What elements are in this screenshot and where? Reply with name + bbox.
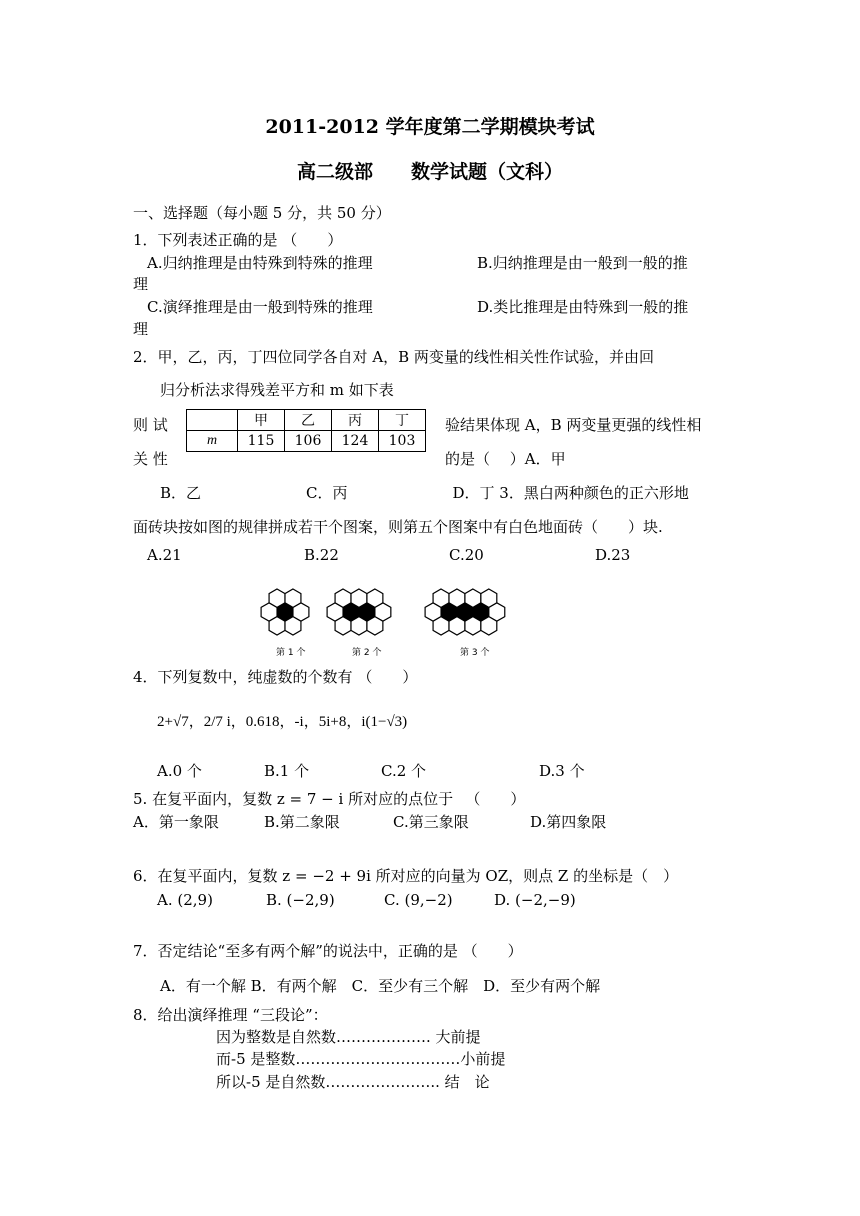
white-tile <box>269 589 285 607</box>
q2-options-line: B．乙 C．丙 D．丁 3．黑白两种颜色的正六形地 <box>160 484 689 502</box>
q1-option-d: D.类比推理是由特殊到一般的推 <box>477 298 689 316</box>
q1-stem: 1．下列表述正确的是 （ ） <box>133 231 343 249</box>
fig-label-3: 第 3 个 <box>460 648 490 658</box>
white-tile <box>449 617 465 635</box>
table-cell: 丙 <box>332 410 379 431</box>
q2-right2: 的是（ ）A．甲 <box>445 450 566 468</box>
q1-option-b: B.归纳推理是由一般到一般的推 <box>477 254 688 272</box>
q2-line1: 2．甲，乙，丙，丁四位同学各自对 A，B 两变量的线性相关性作试验，并由回 <box>133 348 654 366</box>
white-tile <box>433 617 449 635</box>
q5-option-a: A．第一象限 <box>133 813 219 831</box>
residual-table <box>186 409 426 452</box>
q3-option-b: B.22 <box>304 546 339 564</box>
q2-right1: 验结果体现 A，B 两变量更强的线性相 <box>445 416 702 434</box>
q5-option-d: D.第四象限 <box>530 813 607 831</box>
white-tile <box>481 589 497 607</box>
q3-option-d: D.23 <box>595 546 631 564</box>
q4-option-c: C.2 个 <box>381 762 427 780</box>
white-tile <box>269 617 285 635</box>
q2-line2: 归分析法求得残差平方和 m 如下表 <box>160 381 394 399</box>
q4-option-d: D.3 个 <box>539 762 585 780</box>
q5-option-b: B.第二象限 <box>264 813 340 831</box>
q7-stem: 7．否定结论“至多有两个解”的说法中，正确的是 （ ） <box>133 942 523 960</box>
table-cell: 106 <box>285 431 332 452</box>
white-tile <box>285 617 301 635</box>
table-cell: 乙 <box>285 410 332 431</box>
table-cell: 115 <box>238 431 285 452</box>
q6-option-c: C. (9,−2) <box>384 891 453 909</box>
q8-stem: 8．给出演绎推理 “三段论”： <box>133 1006 328 1024</box>
white-tile <box>351 589 367 607</box>
q2-left1: 则 试 <box>133 416 168 434</box>
q7-options: A．有一个解 B．有两个解 C．至少有三个解 D．至少有两个解 <box>160 977 601 995</box>
table-cell: 124 <box>332 431 379 452</box>
q5-stem: 5. 在复平面内，复数 z = 7 − i 所对应的点位于 （ ） <box>133 790 526 808</box>
table-cell: 103 <box>379 431 426 452</box>
white-tile <box>335 589 351 607</box>
q3-option-c: C.20 <box>449 546 484 564</box>
q3-option-a: A.21 <box>147 546 182 564</box>
fig-label-1: 第 1 个 <box>276 648 306 658</box>
q2-left2: 关 性 <box>133 450 168 468</box>
table-cell: 甲 <box>238 410 285 431</box>
q6-stem: 6．在复平面内，复数 z = −2 + 9i 所对应的向量为 OZ，则点 Z 的坐标是（ ） <box>133 867 679 885</box>
fig-label-2: 第 2 个 <box>352 648 382 658</box>
q4-option-a: A.0 个 <box>157 762 202 780</box>
q4-expression: 2+√7，2/7 i，0.618，-i，5i+8，i(1−√3) <box>157 714 408 730</box>
table-cell: m <box>187 431 238 452</box>
white-tile <box>481 617 497 635</box>
q4-option-b: B.1 个 <box>264 762 310 780</box>
white-tile <box>351 617 367 635</box>
table-cell: 丁 <box>379 410 426 431</box>
q8-conclusion: 所以-5 是自然数………………….. 结 论 <box>216 1073 490 1091</box>
hexagon-tile-figure <box>250 582 540 660</box>
q8-major-premise: 因为整数是自然数………………. 大前提 <box>216 1028 481 1046</box>
white-tile <box>367 589 383 607</box>
q6-option-b: B. (−2,9) <box>266 891 335 909</box>
q1-option-d-wrap: 理 <box>133 320 149 338</box>
white-tile <box>465 617 481 635</box>
white-tile <box>367 617 383 635</box>
table-header-row <box>187 410 426 431</box>
q5-option-c: C.第三象限 <box>393 813 469 831</box>
q1-option-c: C.演绎推理是由一般到特殊的推理 <box>147 298 373 316</box>
table-cell <box>187 410 238 431</box>
section-heading: 一、选择题（每小题 5 分，共 50 分） <box>133 204 391 222</box>
q4-stem: 4．下列复数中，纯虚数的个数有 （ ） <box>133 668 418 686</box>
white-tile <box>449 589 465 607</box>
q6-option-a: A. (2,9) <box>157 891 213 909</box>
table-row <box>187 431 426 452</box>
exam-title: 2011-2012 学年度第二学期模块考试 <box>265 116 595 138</box>
q1-option-a: A.归纳推理是由特殊到特殊的推理 <box>147 254 373 272</box>
q8-minor-premise: 而-5 是整数……………………………小前提 <box>216 1050 506 1068</box>
white-tile <box>285 589 301 607</box>
q3-line: 面砖块按如图的规律拼成若干个图案，则第五个图案中有白色地面砖（ ）块. <box>133 518 663 536</box>
q6-option-d: D. (−2,−9) <box>494 891 576 909</box>
white-tile <box>465 589 481 607</box>
exam-subtitle: 高二级部 数学试题（文科） <box>296 161 563 183</box>
white-tile <box>335 617 351 635</box>
white-tile <box>433 589 449 607</box>
q1-option-b-wrap: 理 <box>133 275 149 293</box>
